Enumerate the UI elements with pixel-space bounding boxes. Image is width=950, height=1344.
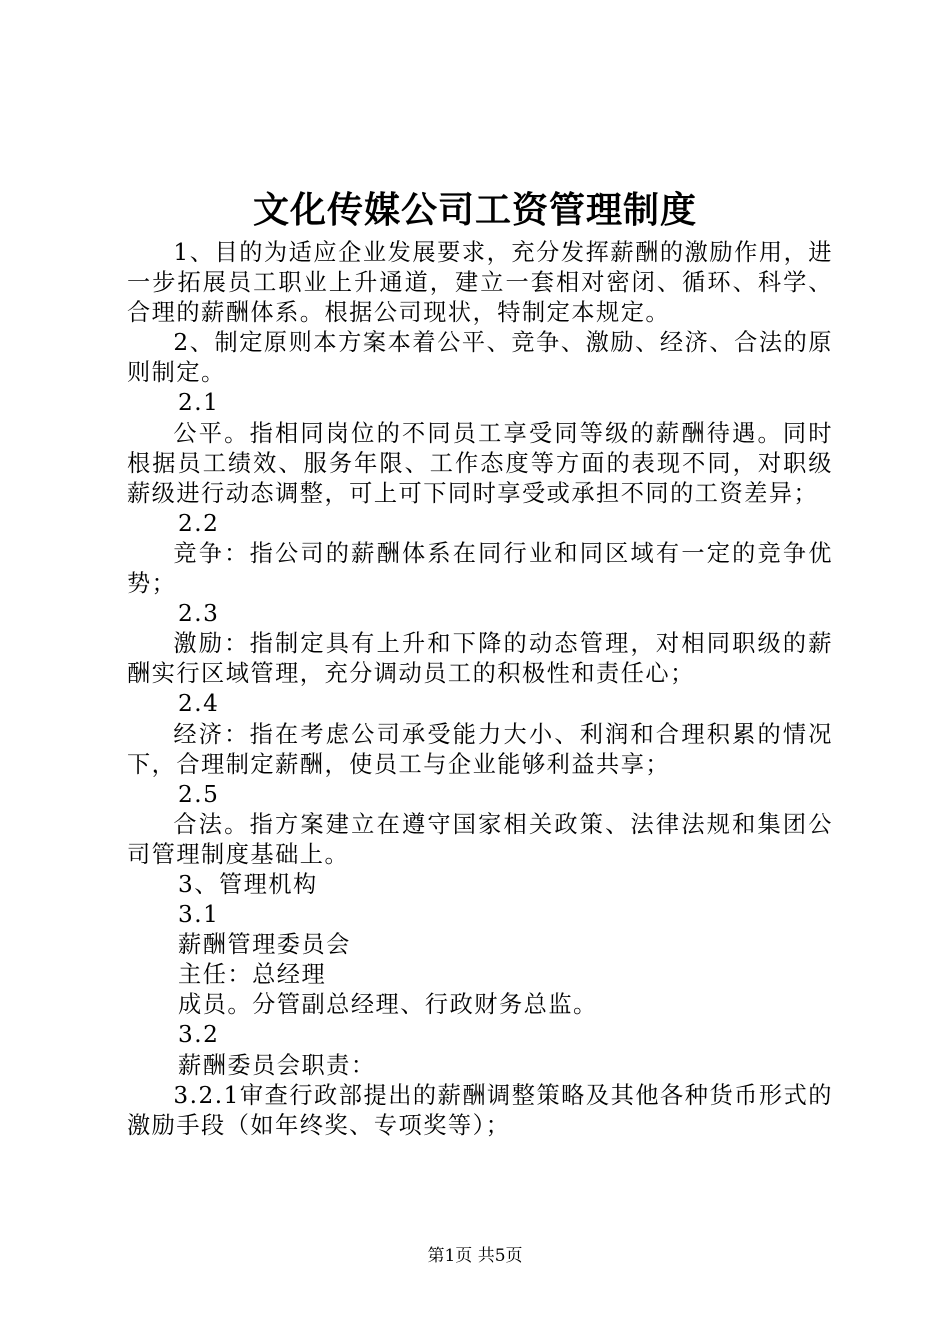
paragraph: 3.2.1审查行政部提出的薪酬调整策略及其他各种货币形式的激励手段（如年终奖、专项奖等）； [127, 1081, 833, 1139]
section-number: 2.1 [178, 389, 220, 417]
paragraph: 薪酬管理委员会 [178, 931, 351, 959]
paragraph: 经济：指在考虑公司承受能力大小、利润和合理积累的情况下，合理制定薪酬，使员工与企业能够利益共享； [127, 720, 833, 778]
section-heading: 3、管理机构 [178, 870, 318, 898]
paragraph: 2、制定原则本方案本着公平、竞争、激励、经济、合法的原则制定。 [127, 329, 833, 387]
paragraph: 公平。指相同岗位的不同员工享受同等级的薪酬待遇。同时根据员工绩效、服务年限、工作态度等方面的表现不同，对职级薪级进行动态调整，可上可下同时享受或承担不同的工资差异； [127, 419, 833, 507]
paragraph: 合法。指方案建立在遵守国家相关政策、法律法规和集团公司管理制度基础上。 [127, 810, 833, 868]
section-number: 2.4 [178, 690, 220, 718]
paragraph: 竞争：指公司的薪酬体系在同行业和同区域有一定的竞争优势； [127, 539, 833, 598]
page-footer: 第1页 共5页 [427, 1246, 523, 1266]
document-body [127, 238, 833, 1141]
document-title: 文化传媒公司工资管理制度 [252, 189, 697, 231]
paragraph: 1、目的为适应企业发展要求，充分发挥薪酬的激励作用，进一步拓展员工职业上升通道，建立一套相对密闭、循环、科学、合理的薪酬体系。根据公司现状，特制定本规定。 [127, 239, 833, 327]
paragraph: 激励：指制定具有上升和下降的动态管理，对相同职级的薪酬实行区域管理，充分调动员工的积极性和责任心； [127, 630, 833, 688]
section-number: 3.1 [178, 901, 220, 929]
section-number: 3.2 [178, 1021, 220, 1049]
section-number: 2.3 [178, 600, 220, 628]
section-number: 2.2 [178, 509, 220, 537]
paragraph: 主任：总经理 [178, 961, 327, 989]
paragraph: 薪酬委员会职责： [178, 1051, 376, 1079]
paragraph: 成员。分管副总经理、行政财务总监。 [178, 991, 598, 1019]
section-number: 2.5 [178, 780, 220, 808]
